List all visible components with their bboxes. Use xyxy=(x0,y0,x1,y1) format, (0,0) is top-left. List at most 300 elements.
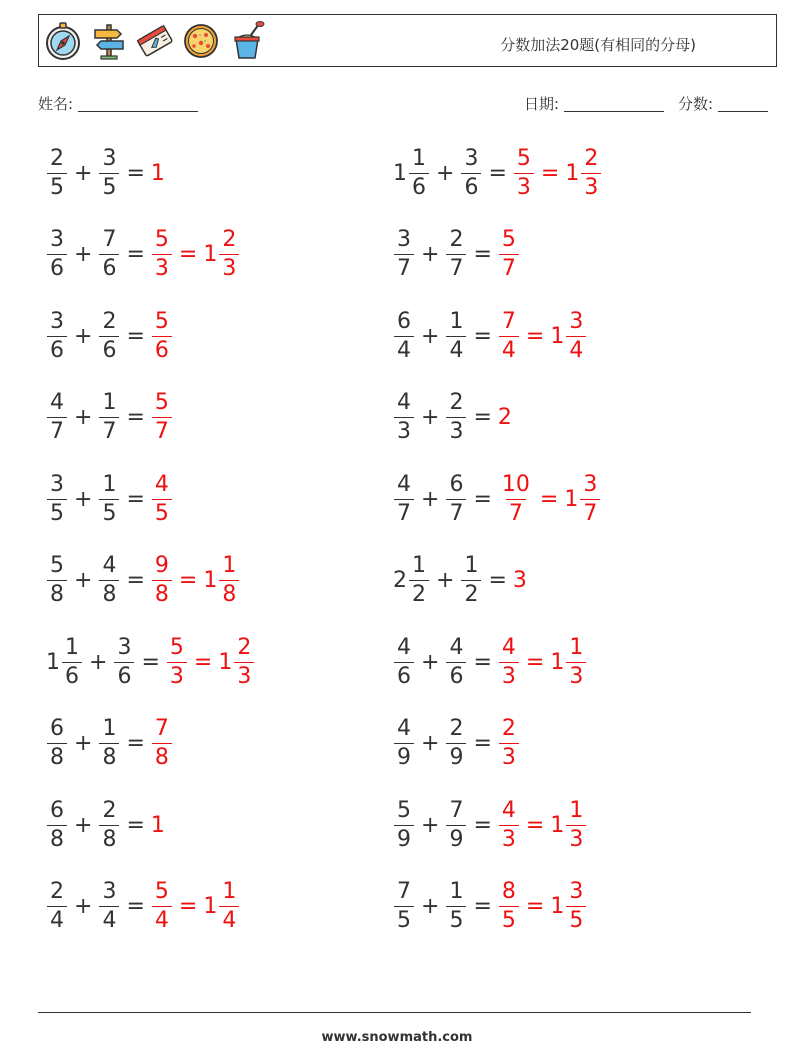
numerator: 2 xyxy=(584,145,599,171)
numerator: 2 xyxy=(50,879,64,904)
answer-fraction xyxy=(499,797,519,852)
numerator: 6 xyxy=(449,471,464,497)
mixed-whole: 1 xyxy=(550,894,565,919)
numerator: 3 xyxy=(117,634,132,660)
mixed-fraction xyxy=(219,881,239,932)
score-field xyxy=(678,93,768,114)
problem-19 xyxy=(393,790,587,860)
second-fraction xyxy=(99,471,119,526)
denominator: 7 xyxy=(394,499,414,525)
answer-equals-sign: = xyxy=(193,649,213,675)
numerator: 1 xyxy=(449,879,464,904)
plus-sign: + xyxy=(74,486,93,512)
signpost-icon xyxy=(89,21,129,61)
header-box xyxy=(38,14,777,67)
denominator: 5 xyxy=(152,499,172,525)
denominator: 3 xyxy=(499,825,519,851)
second-fraction xyxy=(99,555,119,606)
answer-equals-sign: = xyxy=(525,323,545,349)
first-fraction xyxy=(47,797,67,852)
numerator: 2 xyxy=(50,145,64,171)
numerator: 4 xyxy=(154,471,169,497)
equals-sign: = xyxy=(126,486,145,512)
answer-whole: 2 xyxy=(497,405,512,430)
first-whole: 1 xyxy=(46,649,60,675)
numerator: 4 xyxy=(501,797,516,823)
problem-7 xyxy=(46,627,255,697)
answer-fraction xyxy=(514,145,534,200)
denominator: 4 xyxy=(566,336,586,362)
worksheet-title: 分数加法20题(有相同的分母) xyxy=(500,36,696,54)
second-fraction xyxy=(446,881,466,932)
numerator: 1 xyxy=(102,390,117,415)
answer xyxy=(498,308,587,363)
numerator: 1 xyxy=(569,797,584,823)
numerator: 8 xyxy=(501,879,516,904)
problem-6 xyxy=(46,546,240,616)
second-fraction xyxy=(446,471,466,526)
numerator: 7 xyxy=(501,308,516,334)
answer-fraction xyxy=(152,881,172,932)
denominator: 4 xyxy=(394,336,414,362)
first-fraction xyxy=(47,392,67,443)
numerator: 3 xyxy=(102,879,117,904)
numerator: 7 xyxy=(397,879,411,904)
answer-equals-sign: = xyxy=(178,894,198,919)
equals-sign: = xyxy=(126,405,145,430)
answer-equals-sign: = xyxy=(525,649,545,675)
problem-14 xyxy=(393,383,512,453)
second-fraction xyxy=(99,718,119,769)
numerator: 6 xyxy=(397,308,411,334)
mixed-whole: 1 xyxy=(203,242,218,267)
first-fraction xyxy=(47,718,67,769)
denominator: 3 xyxy=(514,173,534,199)
denominator: 7 xyxy=(394,254,414,280)
denominator: 7 xyxy=(99,417,119,443)
equals-sign: = xyxy=(473,731,492,756)
denominator: 5 xyxy=(394,906,414,932)
mixed-whole: 1 xyxy=(550,649,565,675)
plus-sign: + xyxy=(436,568,455,593)
denominator: 3 xyxy=(566,662,586,688)
numerator: 1 xyxy=(449,308,464,334)
problem-2 xyxy=(46,220,240,290)
answer xyxy=(151,161,165,186)
answer xyxy=(498,797,587,852)
equals-sign: = xyxy=(141,649,160,675)
numerator: 5 xyxy=(516,145,531,171)
numerator: 2 xyxy=(501,716,516,741)
numerator: 3 xyxy=(50,308,64,334)
numerator: 4 xyxy=(50,390,64,415)
plus-sign: + xyxy=(74,812,93,838)
first-fraction xyxy=(394,797,414,852)
numerator: 7 xyxy=(449,797,464,823)
mixed-fraction xyxy=(566,797,586,852)
second-fraction xyxy=(446,718,466,769)
equals-sign: = xyxy=(473,323,492,349)
answer-equals-sign: = xyxy=(525,894,545,919)
first-fraction xyxy=(47,308,67,363)
answer-fraction xyxy=(499,471,533,526)
answer xyxy=(151,555,240,606)
mixed-whole: 1 xyxy=(203,894,218,919)
numerator: 4 xyxy=(397,716,411,741)
footer-rule xyxy=(38,1012,751,1013)
numerator: 9 xyxy=(154,553,169,578)
denominator: 6 xyxy=(99,254,119,280)
answer-equals-sign: = xyxy=(178,242,198,267)
problem-18 xyxy=(393,709,520,779)
denominator: 6 xyxy=(114,662,134,688)
plus-sign: + xyxy=(421,486,440,512)
equals-sign: = xyxy=(126,160,145,186)
denominator: 4 xyxy=(219,906,239,932)
denominator: 6 xyxy=(394,662,414,688)
mixed-fraction xyxy=(581,145,601,200)
denominator: 5 xyxy=(47,499,67,525)
numerator: 1 xyxy=(464,553,479,578)
answer xyxy=(151,471,173,526)
numerator: 3 xyxy=(397,227,411,252)
numerator: 1 xyxy=(222,879,237,904)
denominator: 3 xyxy=(446,417,466,443)
plus-sign: + xyxy=(421,731,440,756)
plus-sign: + xyxy=(74,405,93,430)
answer xyxy=(498,718,520,769)
plus-sign: + xyxy=(89,649,108,675)
problem-3 xyxy=(46,301,173,371)
pizza-icon xyxy=(181,21,221,61)
denominator: 3 xyxy=(581,173,601,199)
denominator: 8 xyxy=(99,580,119,606)
denominator: 6 xyxy=(62,662,82,688)
first-fraction xyxy=(409,555,429,606)
denominator: 2 xyxy=(409,580,429,606)
numerator: 3 xyxy=(464,145,479,171)
mixed-fraction xyxy=(219,229,239,280)
denominator: 3 xyxy=(234,662,254,688)
denominator: 8 xyxy=(47,580,67,606)
plus-sign: + xyxy=(74,568,93,593)
mixed-fraction xyxy=(566,308,586,363)
denominator: 6 xyxy=(99,336,119,362)
numerator: 3 xyxy=(102,145,117,171)
problem-12 xyxy=(393,220,520,290)
numerator: 2 xyxy=(237,634,252,660)
name-blank[interactable] xyxy=(78,95,198,112)
denominator: 8 xyxy=(219,580,239,606)
problem-9 xyxy=(46,790,165,860)
equals-sign: = xyxy=(473,242,492,267)
answer-fraction xyxy=(499,229,519,280)
equals-sign: = xyxy=(473,894,492,919)
denominator: 9 xyxy=(446,743,466,769)
answer-fraction xyxy=(167,634,187,689)
denominator: 7 xyxy=(446,499,466,525)
sand-bucket-icon xyxy=(227,21,267,61)
denominator: 3 xyxy=(394,417,414,443)
equals-sign: = xyxy=(473,486,492,512)
numerator: 3 xyxy=(583,471,598,497)
mixed-whole: 1 xyxy=(564,486,579,512)
first-fraction xyxy=(47,229,67,280)
first-fraction xyxy=(394,881,414,932)
date-blank[interactable] xyxy=(564,95,664,112)
mixed-fraction xyxy=(566,634,586,689)
problem-16 xyxy=(393,546,527,616)
equals-sign: = xyxy=(126,731,145,756)
plus-sign: + xyxy=(74,160,93,186)
first-fraction xyxy=(62,634,82,689)
answer-fraction xyxy=(152,392,172,443)
answer-fraction xyxy=(152,718,172,769)
first-fraction xyxy=(47,145,67,200)
numerator: 5 xyxy=(397,797,411,823)
denominator: 6 xyxy=(446,662,466,688)
answer xyxy=(498,229,520,280)
equals-sign: = xyxy=(126,894,145,919)
answer-whole: 1 xyxy=(150,812,165,838)
second-fraction xyxy=(99,229,119,280)
first-fraction xyxy=(47,555,67,606)
answer-fraction xyxy=(499,308,519,363)
mixed-whole: 1 xyxy=(550,812,565,838)
answer xyxy=(513,568,527,593)
answer-whole: 1 xyxy=(150,160,165,186)
first-fraction xyxy=(394,718,414,769)
problem-10 xyxy=(46,872,240,942)
score-blank[interactable] xyxy=(718,95,768,112)
plus-sign: + xyxy=(421,323,440,349)
numerator: 4 xyxy=(501,634,516,660)
problem-20 xyxy=(393,872,587,942)
denominator: 5 xyxy=(99,173,119,199)
denominator: 3 xyxy=(566,825,586,851)
denominator: 3 xyxy=(167,662,187,688)
numerator: 5 xyxy=(154,308,169,334)
answer-fraction xyxy=(152,308,172,363)
denominator: 3 xyxy=(499,743,519,769)
denominator: 5 xyxy=(499,906,519,932)
answer xyxy=(498,405,512,430)
denominator: 4 xyxy=(152,906,172,932)
denominator: 3 xyxy=(219,254,239,280)
first-whole: 1 xyxy=(393,160,407,186)
denominator: 7 xyxy=(506,499,526,525)
numerator: 1 xyxy=(569,634,584,660)
denominator: 5 xyxy=(47,173,67,199)
numerator: 3 xyxy=(569,308,584,334)
denominator: 9 xyxy=(394,743,414,769)
denominator: 8 xyxy=(47,743,67,769)
denominator: 6 xyxy=(409,173,429,199)
mixed-whole: 1 xyxy=(565,160,580,186)
equals-sign: = xyxy=(488,568,507,593)
numerator: 1 xyxy=(102,471,117,497)
answer-equals-sign: = xyxy=(178,568,198,593)
second-fraction xyxy=(99,308,119,363)
equals-sign: = xyxy=(488,160,507,186)
answer xyxy=(151,392,173,443)
name-label: 姓名: xyxy=(38,95,74,113)
first-fraction xyxy=(394,229,414,280)
numerator: 5 xyxy=(154,390,169,415)
problem-17 xyxy=(393,627,587,697)
answer xyxy=(151,881,240,932)
answer xyxy=(166,634,255,689)
plus-sign: + xyxy=(74,894,93,919)
second-fraction xyxy=(114,634,134,689)
problem-8 xyxy=(46,709,173,779)
second-fraction xyxy=(99,797,119,852)
answer xyxy=(151,229,240,280)
numerator: 3 xyxy=(569,879,584,904)
numerator: 1 xyxy=(412,553,426,578)
equals-sign: = xyxy=(126,323,145,349)
denominator: 4 xyxy=(99,906,119,932)
denominator: 5 xyxy=(566,906,586,932)
problem-1 xyxy=(46,138,165,208)
answer-fraction xyxy=(152,555,172,606)
denominator: 8 xyxy=(152,580,172,606)
numerator: 4 xyxy=(397,471,411,497)
problem-4 xyxy=(46,383,173,453)
numerator: 7 xyxy=(154,716,169,741)
denominator: 5 xyxy=(446,906,466,932)
answer-fraction xyxy=(499,634,519,689)
mixed-fraction xyxy=(566,881,586,932)
numerator: 5 xyxy=(169,634,184,660)
mixed-whole: 1 xyxy=(550,323,565,349)
denominator: 5 xyxy=(99,499,119,525)
denominator: 8 xyxy=(99,743,119,769)
mixed-whole: 1 xyxy=(203,568,218,593)
numerator: 1 xyxy=(65,634,79,660)
answer xyxy=(513,145,602,200)
second-fraction xyxy=(461,555,481,606)
plus-sign: + xyxy=(421,405,440,430)
denominator: 7 xyxy=(446,254,466,280)
problem-5 xyxy=(46,464,173,534)
numerator: 1 xyxy=(102,716,117,741)
ticket-icon xyxy=(135,21,175,61)
numerator: 4 xyxy=(449,634,464,660)
answer-fraction xyxy=(499,718,519,769)
denominator: 8 xyxy=(47,825,67,851)
header-icons xyxy=(43,21,267,61)
denominator: 6 xyxy=(47,336,67,362)
plus-sign: + xyxy=(421,649,440,675)
second-fraction xyxy=(99,881,119,932)
numerator: 1 xyxy=(222,553,237,578)
numerator: 1 xyxy=(412,145,426,171)
equals-sign: = xyxy=(126,812,145,838)
numerator: 6 xyxy=(50,716,64,741)
equals-sign: = xyxy=(473,649,492,675)
answer-equals-sign: = xyxy=(540,160,560,186)
denominator: 8 xyxy=(152,743,172,769)
first-fraction xyxy=(394,308,414,363)
first-fraction xyxy=(409,145,429,200)
denominator: 6 xyxy=(152,336,172,362)
plus-sign: + xyxy=(421,812,440,838)
second-fraction xyxy=(99,392,119,443)
denominator: 6 xyxy=(461,173,481,199)
equals-sign: = xyxy=(473,405,492,430)
answer xyxy=(498,471,601,526)
numerator: 2 xyxy=(449,390,464,415)
equals-sign: = xyxy=(126,568,145,593)
numerator: 5 xyxy=(501,227,516,252)
answer-whole: 3 xyxy=(512,568,527,593)
numerator: 10 xyxy=(501,471,530,497)
numerator: 5 xyxy=(154,227,169,252)
denominator: 6 xyxy=(47,254,67,280)
plus-sign: + xyxy=(74,242,93,267)
numerator: 5 xyxy=(154,879,169,904)
denominator: 3 xyxy=(152,254,172,280)
answer xyxy=(151,308,173,363)
mixed-fraction xyxy=(234,634,254,689)
answer xyxy=(151,718,173,769)
answer xyxy=(498,634,587,689)
second-fraction xyxy=(461,145,481,200)
date-field xyxy=(524,93,664,114)
problem-15 xyxy=(393,464,601,534)
denominator: 3 xyxy=(499,662,519,688)
first-fraction xyxy=(394,471,414,526)
denominator: 2 xyxy=(461,580,481,606)
second-fraction xyxy=(446,392,466,443)
mixed-fraction xyxy=(219,555,239,606)
numerator: 2 xyxy=(449,716,464,741)
numerator: 3 xyxy=(50,471,64,497)
second-fraction xyxy=(446,229,466,280)
denominator: 8 xyxy=(99,825,119,851)
first-fraction xyxy=(394,392,414,443)
denominator: 4 xyxy=(47,906,67,932)
numerator: 4 xyxy=(102,553,117,578)
plus-sign: + xyxy=(436,160,455,186)
second-fraction xyxy=(446,308,466,363)
first-fraction xyxy=(394,634,414,689)
numerator: 2 xyxy=(222,227,237,252)
answer-equals-sign: = xyxy=(525,812,545,838)
first-fraction xyxy=(47,881,67,932)
numerator: 2 xyxy=(102,308,117,334)
mixed-whole: 1 xyxy=(218,649,233,675)
compass-icon xyxy=(43,21,83,61)
answer-fraction xyxy=(499,881,519,932)
answer xyxy=(498,881,587,932)
numerator: 4 xyxy=(397,634,411,660)
denominator: 7 xyxy=(580,499,600,525)
first-whole: 2 xyxy=(393,568,407,593)
problem-13 xyxy=(393,301,587,371)
score-label: 分数: xyxy=(678,95,714,113)
answer-fraction xyxy=(152,229,172,280)
footer-url: www.snowmath.com xyxy=(321,1030,473,1045)
denominator: 9 xyxy=(446,825,466,851)
problem-11 xyxy=(393,138,602,208)
numerator: 2 xyxy=(449,227,464,252)
denominator: 4 xyxy=(446,336,466,362)
numerator: 4 xyxy=(397,390,411,415)
numerator: 7 xyxy=(102,227,117,252)
second-fraction xyxy=(99,145,119,200)
